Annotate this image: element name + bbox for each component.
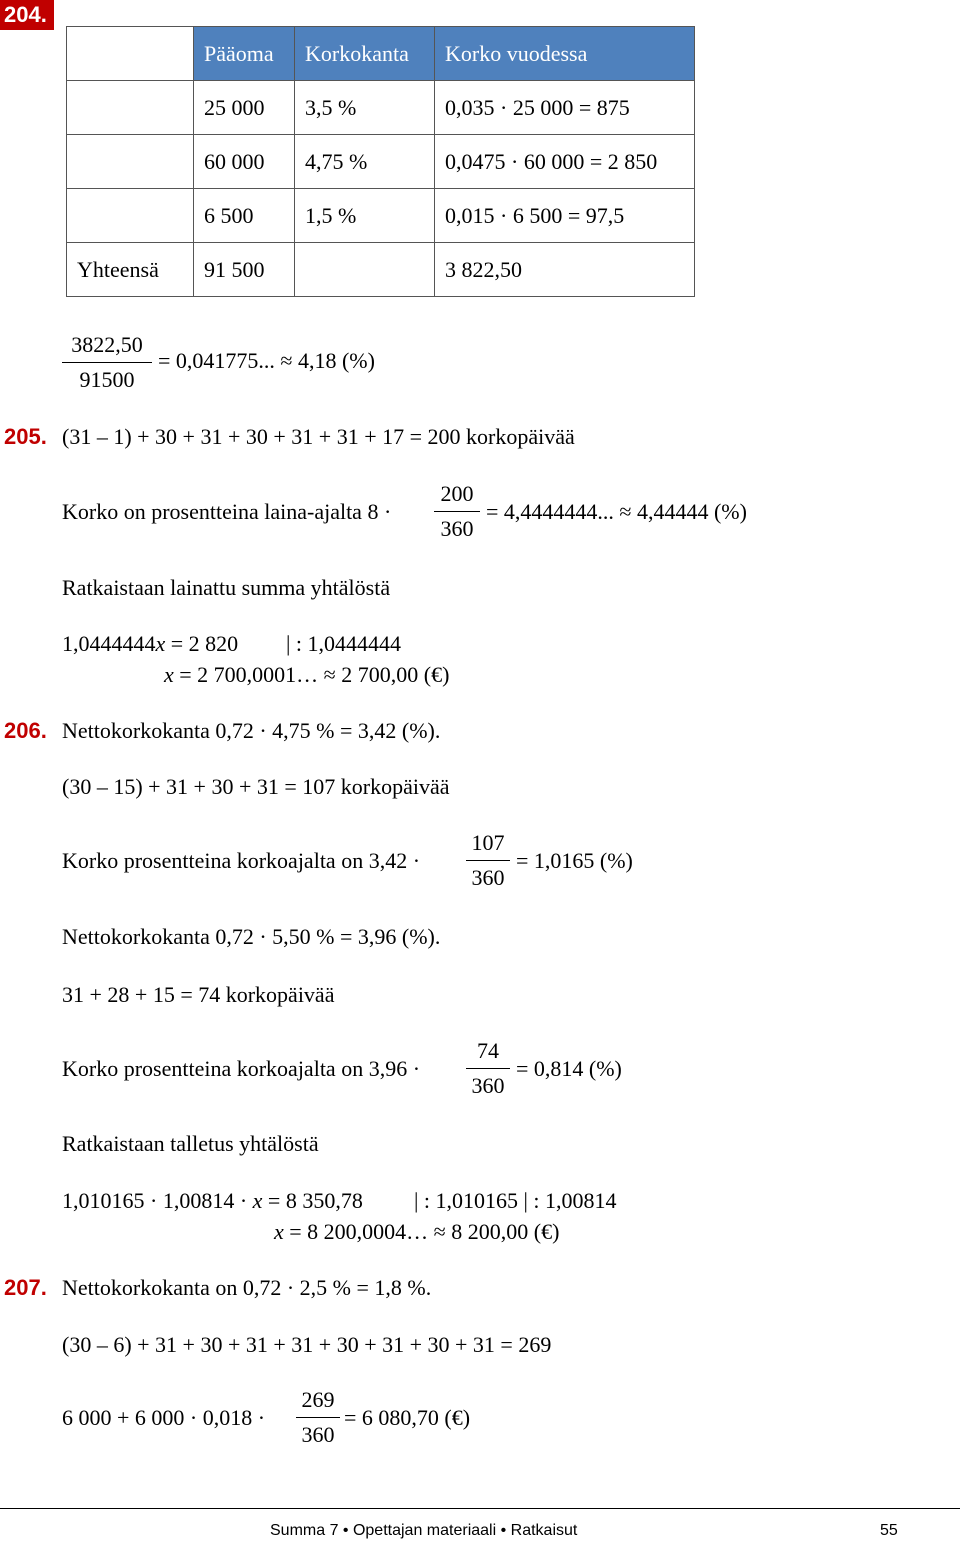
eq-term: 1,0444444 — [62, 631, 156, 656]
footer-text: Summa 7 • Opettajan materiaali • Ratkaisut — [270, 1522, 578, 1539]
fraction-denominator: 360 — [301, 1422, 335, 1447]
korko2-text-206: Korko prosentteina korkoajalta on 3,96 · — [62, 1056, 421, 1081]
table-cell: 0,0475 · 60 000 = 2 850 — [435, 135, 695, 189]
table-cell: 6 500 — [194, 189, 295, 243]
fraction-207 — [296, 1389, 340, 1446]
table-header-cell: Korkokanta — [295, 27, 435, 81]
eq-term: = 8 200,0004… ≈ 8 200,00 (€) — [283, 1219, 560, 1244]
page-number: 55 — [880, 1522, 898, 1539]
days2-206: 31 + 28 + 15 = 74 korkopäivää — [62, 982, 335, 1007]
days-205: (31 – 1) + 30 + 31 + 30 + 31 + 31 + 17 = 200 korkopäivää — [62, 424, 575, 449]
problem-number-204: 204. — [0, 0, 54, 30]
table-total-row — [67, 243, 695, 297]
table-header-empty — [67, 27, 194, 81]
fraction-bar — [466, 860, 510, 861]
result-207: = 6 080,70 (€) — [344, 1405, 471, 1430]
table-header-cell: Pääoma — [194, 27, 295, 81]
equation-206-divider: | : 1,010165 | : 1,00814 — [414, 1188, 617, 1213]
ratk-206: Ratkaistaan talletus yhtälöstä — [62, 1131, 319, 1156]
footer-rule — [0, 1508, 960, 1509]
fraction-bar — [296, 1417, 340, 1418]
expr-207: 6 000 + 6 000 · 0,018 · — [62, 1405, 266, 1430]
fraction-numerator: 269 — [301, 1387, 335, 1412]
eq-variable: x — [274, 1219, 284, 1244]
fraction-denominator: 360 — [471, 1073, 505, 1098]
equation-206-line1 — [62, 1188, 363, 1214]
days1-206: (30 – 15) + 31 + 30 + 31 = 107 korkopäivää — [62, 774, 450, 799]
equation-206-line2 — [274, 1219, 559, 1245]
eq-term: 1,010165 · 1,00814 · — [62, 1188, 253, 1213]
fraction-205 — [434, 483, 480, 540]
result-204: = 0,041775... ≈ 4,18 (%) — [158, 348, 375, 373]
equation-205-divider: | : 1,0444444 — [286, 631, 402, 656]
fraction2-206 — [466, 1040, 510, 1097]
table-cell — [67, 189, 194, 243]
fraction1-206 — [466, 832, 510, 889]
table-cell — [67, 135, 194, 189]
equation-205-line1 — [62, 631, 238, 657]
days-207: (30 – 6) + 31 + 30 + 31 + 31 + 30 + 31 + 30 + 31 = 269 — [62, 1332, 552, 1357]
equation-205-line2 — [164, 662, 449, 688]
table-cell: 60 000 — [194, 135, 295, 189]
fraction-numerator: 200 — [440, 481, 474, 506]
table-cell: 3,5 % — [295, 81, 435, 135]
fraction-bar — [434, 511, 480, 512]
line2-206: Nettokorkokanta 0,72 · 5,50 % = 3,96 (%). — [62, 924, 441, 949]
korko1-text-206: Korko prosentteina korkoajalta on 3,42 · — [62, 848, 421, 873]
fraction-204 — [62, 334, 152, 391]
eq-variable: x — [155, 631, 166, 656]
eq-term: = 2 820 — [165, 631, 239, 656]
table-header-cell: Korko vuodessa — [435, 27, 695, 81]
korko1-result-206: = 1,0165 (%) — [516, 848, 633, 873]
eq-term: = 2 700,0001… ≈ 2 700,00 (€) — [173, 662, 450, 687]
table-row — [67, 81, 695, 135]
table-row — [67, 189, 695, 243]
eq-term: = 8 350,78 — [262, 1188, 363, 1213]
line1-207: Nettokorkokanta on 0,72 · 2,5 % = 1,8 %. — [62, 1275, 432, 1300]
table-cell: 0,035 · 25 000 = 875 — [435, 81, 695, 135]
fraction-denominator: 360 — [440, 516, 474, 541]
table-header-row — [67, 27, 695, 81]
fraction-bar — [62, 362, 152, 363]
table-cell: 25 000 — [194, 81, 295, 135]
korko-result-205: = 4,4444444... ≈ 4,44444 (%) — [486, 499, 747, 524]
table-row — [67, 135, 695, 189]
eq-variable: x — [252, 1188, 263, 1213]
interest-table — [66, 26, 695, 297]
problem-number-205: 205. — [4, 424, 47, 449]
fraction-denominator: 91500 — [79, 367, 135, 392]
ratk-205: Ratkaistaan lainattu summa yhtälöstä — [62, 575, 391, 600]
table-cell: 1,5 % — [295, 189, 435, 243]
problem-number-207: 207. — [4, 1275, 47, 1300]
fraction-numerator: 74 — [477, 1038, 499, 1063]
fraction-numerator: 3822,50 — [71, 332, 143, 357]
fraction-numerator: 107 — [471, 830, 505, 855]
table-cell: 0,015 · 6 500 = 97,5 — [435, 189, 695, 243]
fraction-denominator: 360 — [471, 865, 505, 890]
line1-206: Nettokorkokanta 0,72 · 4,75 % = 3,42 (%). — [62, 718, 441, 743]
eq-variable: x — [164, 662, 174, 687]
table-cell: 91 500 — [194, 243, 295, 297]
table-cell: Yhteensä — [67, 243, 194, 297]
table-cell — [295, 243, 435, 297]
table-cell — [67, 81, 194, 135]
fraction-bar — [466, 1068, 510, 1069]
table-cell: 4,75 % — [295, 135, 435, 189]
table-cell: 3 822,50 — [435, 243, 695, 297]
korko-text-205: Korko on prosentteina laina-ajalta 8 · — [62, 499, 392, 524]
korko2-result-206: = 0,814 (%) — [516, 1056, 622, 1081]
problem-number-206: 206. — [4, 718, 47, 743]
